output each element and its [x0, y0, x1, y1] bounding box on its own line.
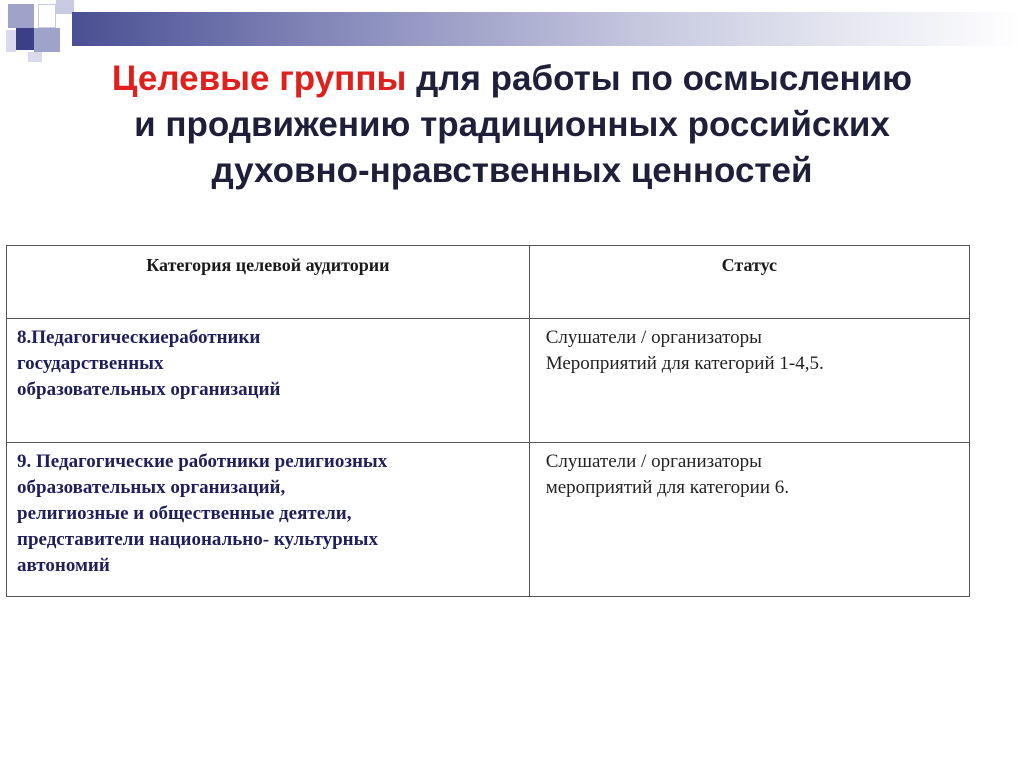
- decor-square: [34, 28, 60, 52]
- status-line: мероприятий для категории 6.: [545, 477, 790, 498]
- category-line: представители национально- культурных: [17, 529, 378, 550]
- category-line: образовательных организаций,: [17, 477, 286, 498]
- status-line: Слушатели / организаторы: [545, 327, 762, 348]
- category-line: образовательных организаций: [17, 379, 281, 400]
- decor-square: [16, 28, 34, 50]
- decor-square: [8, 4, 34, 28]
- category-line: религиозные и общественные деятели,: [17, 503, 352, 524]
- table-row: [7, 443, 970, 597]
- category-cell: [7, 319, 530, 443]
- category-line: 8.Педагогическиеработники: [17, 327, 261, 348]
- column-header-category: Категория целевой аудитории: [7, 246, 530, 319]
- title-accent: Целевые группы: [111, 59, 407, 98]
- category-line: автономий: [17, 555, 110, 576]
- title-rest: для работы по осмыслению: [406, 59, 913, 98]
- title-line-2: и продвижению традиционных российских: [134, 105, 890, 144]
- status-line: Мероприятий для категорий 1-4,5.: [545, 353, 824, 374]
- status-line: Слушатели / организаторы: [545, 451, 762, 472]
- category-cell: [7, 443, 530, 597]
- title-line-3: духовно-нравственных ценностей: [211, 151, 813, 190]
- category-line: государственных: [17, 353, 164, 374]
- status-cell: [529, 319, 969, 443]
- target-groups-table: [6, 245, 970, 597]
- header-gradient-bar: [72, 12, 1024, 46]
- column-header-status: Статус: [529, 246, 969, 319]
- category-line: 9. Педагогические работники религиозных: [17, 451, 388, 472]
- table-header-row: [7, 246, 970, 319]
- table-row: [7, 319, 970, 443]
- decor-square: [6, 30, 16, 52]
- slide-title: [20, 56, 1004, 194]
- decor-square: [38, 4, 56, 28]
- status-cell: [529, 443, 969, 597]
